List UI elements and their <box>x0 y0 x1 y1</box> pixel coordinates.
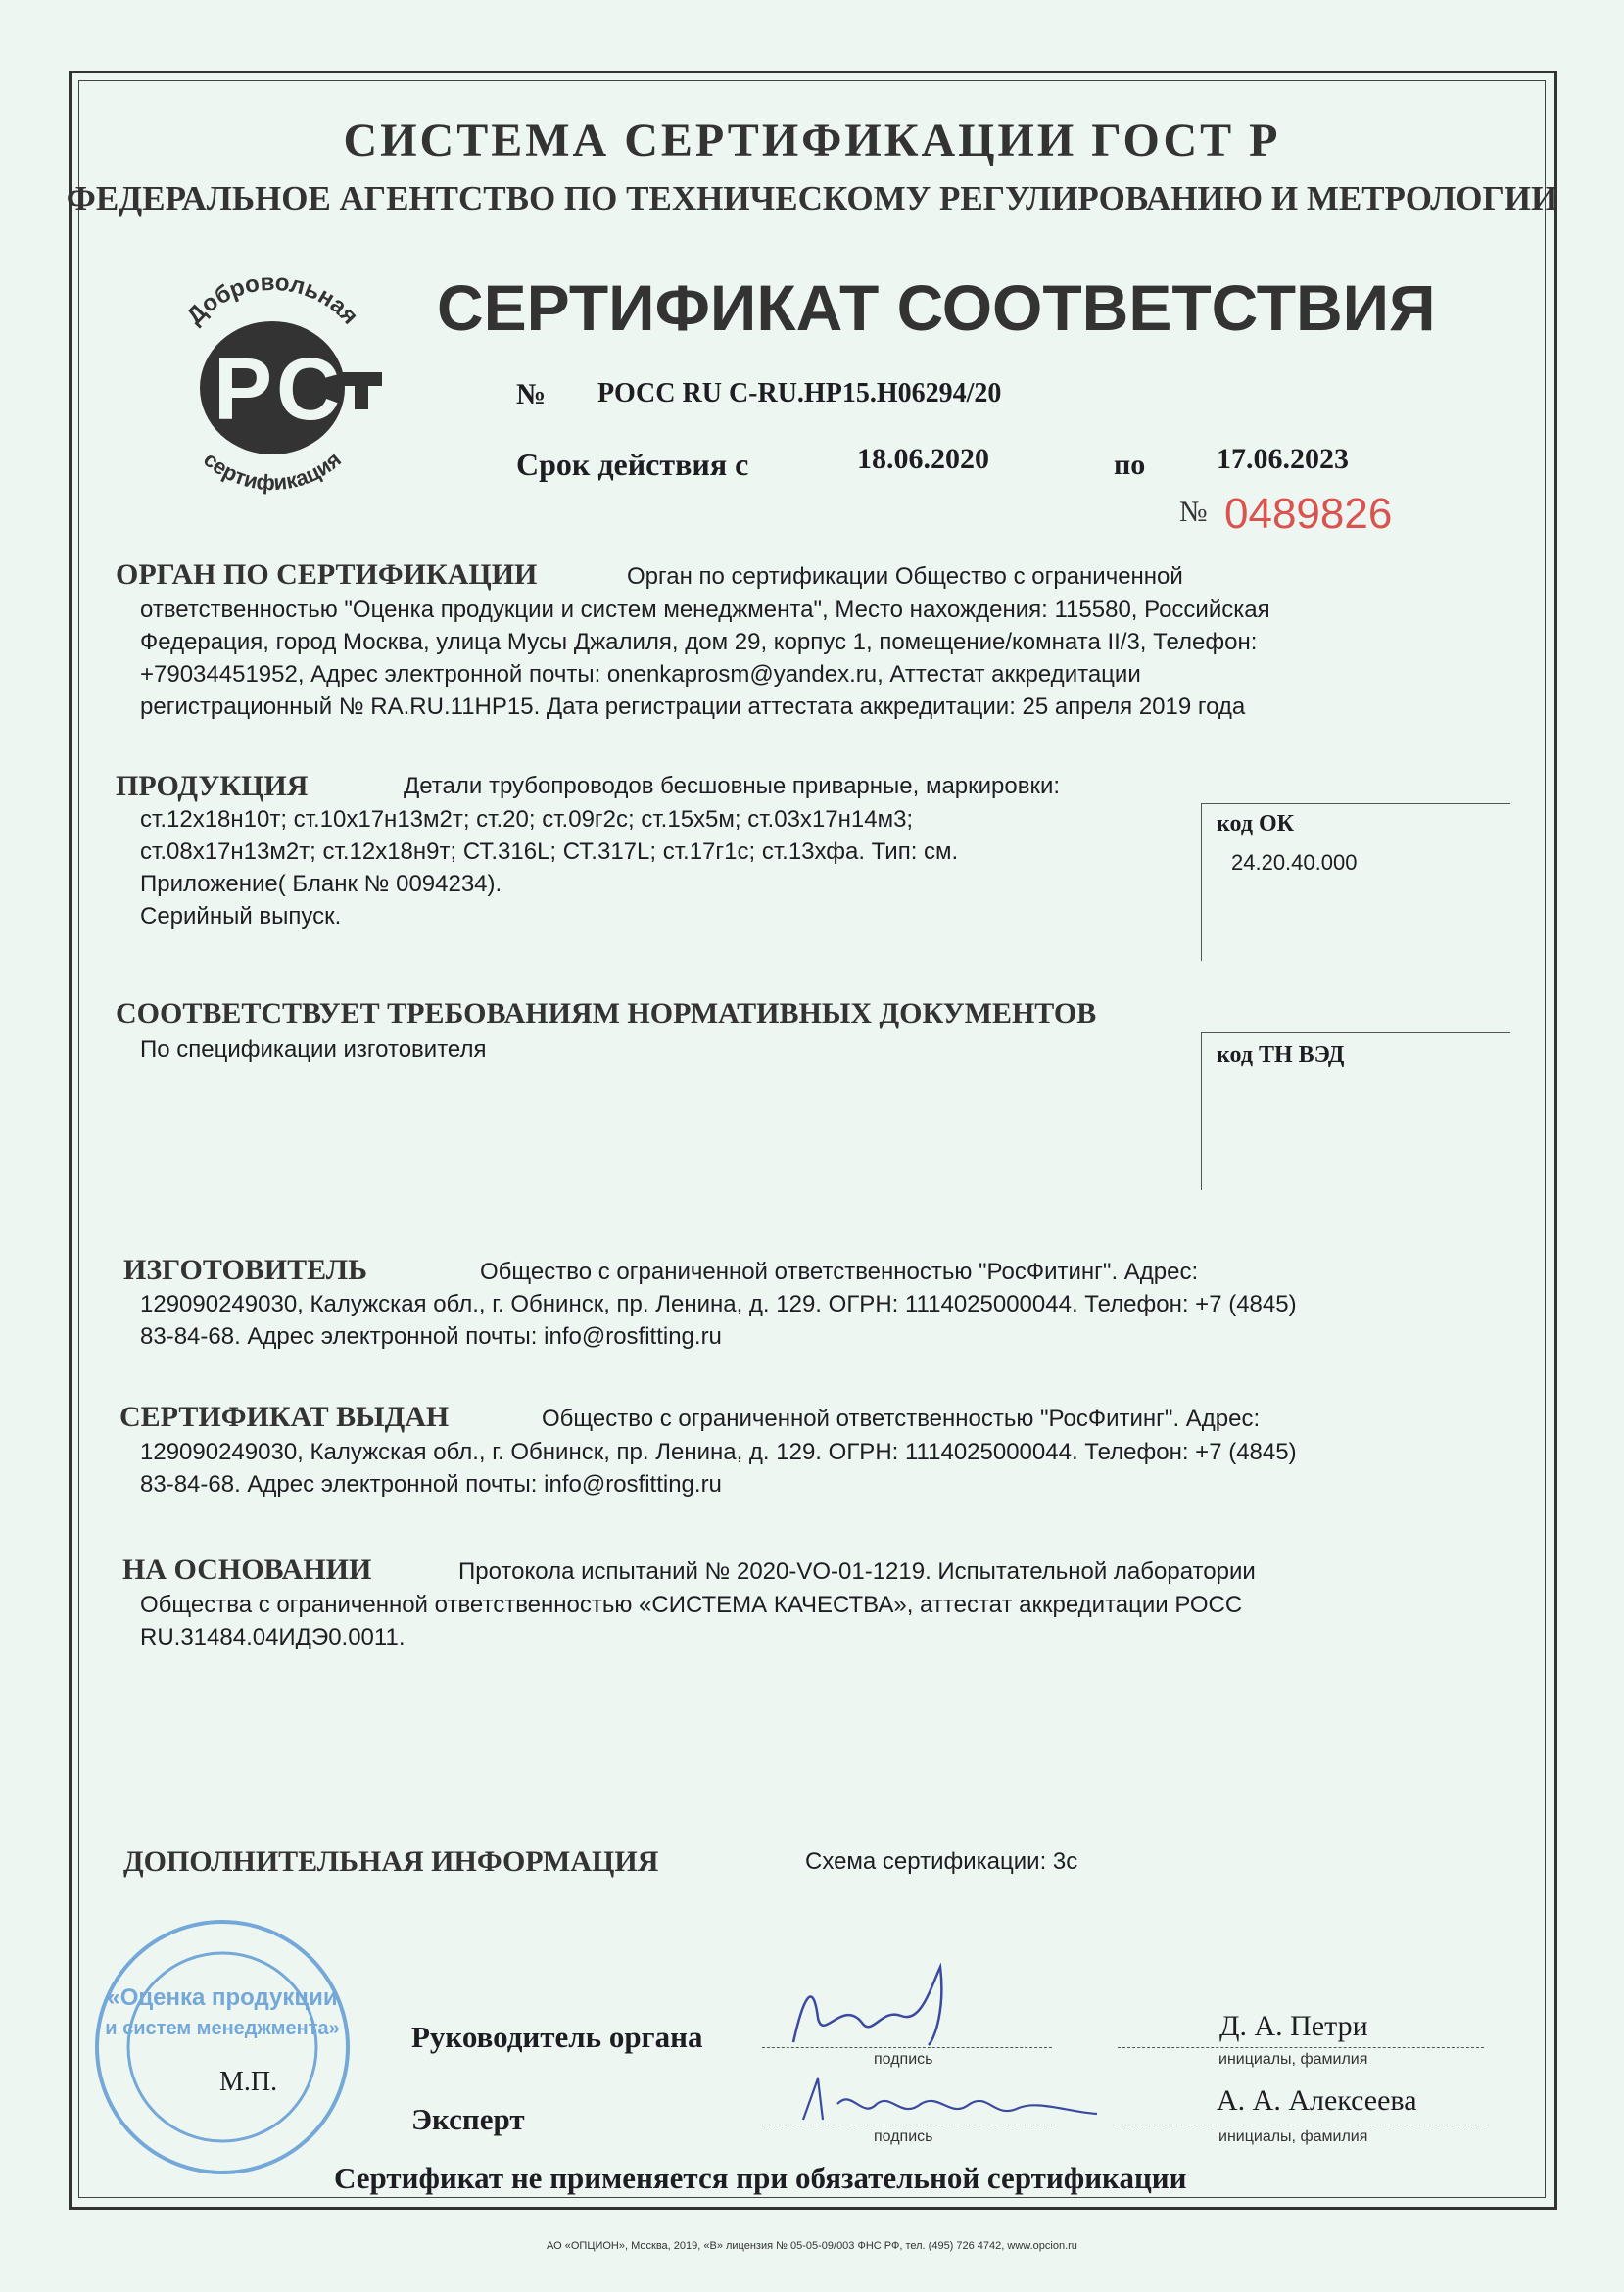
expert-signature <box>784 2075 1107 2128</box>
manufacturer-line: 129090249030, Калужская обл., г. Обнинск, пр. Ленина, д. 129. ОГРН: 1114025000044. Телефон: +7 (4845) <box>140 1291 1297 1317</box>
head-label: Руководитель органа <box>411 2020 703 2054</box>
manufacturer-text <box>140 1288 1297 1353</box>
validity-label: Срок действия с <box>516 447 749 482</box>
logo-text-bottom: сертификация <box>199 447 346 496</box>
name-caption: инициалы, фамилия <box>1218 2128 1368 2145</box>
organ-line: +79034451952, Адрес электронной почты: onenkaprosm@yandex.ru, Аттестат аккредитации <box>140 661 1141 688</box>
notice: Сертификат не применяется при обязательной сертификации <box>334 2161 1187 2195</box>
product-line: Детали трубопроводов бесшовные приварные, маркировки: <box>404 773 1061 799</box>
ok-code: 24.20.40.000 <box>1231 850 1358 875</box>
signature-caption: подпись <box>874 2051 933 2068</box>
manufacturer-line: Общество с ограниченной ответственностью "РосФитинг". Адрес: <box>480 1259 1199 1285</box>
basis-heading: НА ОСНОВАНИИ <box>122 1553 372 1586</box>
product-line: ст.08х17н13м2т; ст.12х18н9т; СТ.316L; СТ.317L; ст.17г1с; ст.13хфа. Тип: см. <box>140 838 959 865</box>
seal-label: М.П. <box>219 2067 278 2097</box>
system-title: СИСТЕМА СЕРТИФИКАЦИИ ГОСТ Р <box>343 115 1281 167</box>
ok-code-label: код ОК <box>1217 811 1295 836</box>
blank-number-sign: № <box>1179 496 1208 528</box>
logo-text-top: Добровольная <box>181 268 363 330</box>
organ-text <box>140 594 1270 723</box>
expert-label: Эксперт <box>411 2102 525 2136</box>
document-title: СЕРТИФИКАТ СООТВЕТСТВИЯ <box>437 271 1436 344</box>
svg-text:Р: Р <box>214 341 273 439</box>
valid-to: 17.06.2023 <box>1217 443 1349 475</box>
svg-text:«Оценка продукции: «Оценка продукции <box>107 1984 338 2011</box>
product-line: Серийный выпуск. <box>140 903 342 930</box>
head-signature <box>774 1959 999 2052</box>
valid-from: 18.06.2020 <box>857 443 989 475</box>
product-heading: ПРОДУКЦИЯ <box>116 770 309 802</box>
organ-heading: ОРГАН ПО СЕРТИФИКАЦИИ <box>116 558 538 591</box>
number-sign: № <box>516 378 547 410</box>
organ-line: регистрационный № RA.RU.11HP15. Дата регистрации аттестата аккредитации: 25 апреля 2019 года <box>140 693 1246 720</box>
svg-text:и систем менеджмента»: и систем менеджмента» <box>105 2018 340 2039</box>
product-line: Приложение( Бланк № 0094234). <box>140 871 502 897</box>
conformity-text: По спецификации изготовителя <box>140 1036 487 1063</box>
organ-line: Орган по сертификации Общество с ограниченной <box>627 563 1183 590</box>
basis-line: RU.31484.04ИДЭ0.0011. <box>140 1624 406 1650</box>
organ-line: Федерация, город Москва, улица Мусы Джалиля, дом 29, корпус 1, помещение/комната II/3, Телефон: <box>140 629 1258 655</box>
certificate-number: РОСС RU C-RU.HP15.H06294/20 <box>597 378 1002 408</box>
issued-heading: СЕРТИФИКАТ ВЫДАН <box>119 1401 450 1433</box>
agency-title: ФЕДЕРАЛЬНОЕ АГЕНТСТВО ПО ТЕХНИЧЕСКОМУ РЕГУЛИРОВАНИЮ И МЕТРОЛОГИИ <box>66 179 1558 217</box>
product-line: ст.12х18н10т; ст.10х17н13м2т; ст.20; ст.09г2с; ст.15х5м; ст.03х17н14м3; <box>140 806 914 833</box>
tnved-label: код ТН ВЭД <box>1217 1042 1345 1068</box>
issued-text <box>140 1436 1297 1501</box>
issued-line: 83-84-68. Адрес электронной почты: info@rosfitting.ru <box>140 1471 722 1498</box>
manufacturer-line: 83-84-68. Адрес электронной почты: info@rosfitting.ru <box>140 1323 722 1350</box>
head-signature-line <box>762 2047 1052 2048</box>
head-name: Д. А. Петри <box>1219 2010 1368 2042</box>
organ-line: ответственностью "Оценка продукции и систем менеджмента", Место нахождения: 115580, Российская <box>140 597 1270 623</box>
rst-logo <box>157 253 402 532</box>
conformity-heading: СООТВЕТСТВУЕТ ТРЕБОВАНИЯМ НОРМАТИВНЫХ ДОКУМЕНТОВ <box>116 997 1097 1029</box>
issued-line: Общество с ограниченной ответственностью "РосФитинг". Адрес: <box>542 1406 1261 1432</box>
svg-text:С: С <box>276 341 340 439</box>
printer-footer: АО «ОПЦИОН», Москва, 2019, «В» лицензия № 05-05-09/003 ФНС РФ, тел. (495) 726 4742, www.opcion.ru <box>547 2240 1077 2252</box>
basis-line: Общества с ограниченной ответственностью «СИСТЕМА КАЧЕСТВА», аттестат аккредитации РОСС <box>140 1592 1243 1618</box>
certification-scheme: Схема сертификации: 3с <box>805 1848 1078 1875</box>
expert-name: А. А. Алексеева <box>1217 2084 1417 2117</box>
head-name-line <box>1118 2047 1484 2048</box>
to-label: по <box>1114 449 1146 481</box>
issued-line: 129090249030, Калужская обл., г. Обнинск, пр. Ленина, д. 129. ОГРН: 1114025000044. Телефон: +7 (4845) <box>140 1439 1297 1465</box>
blank-number: 0489826 <box>1224 490 1393 538</box>
additional-heading: ДОПОЛНИТЕЛЬНАЯ ИНФОРМАЦИЯ <box>123 1845 659 1878</box>
basis-text <box>140 1589 1242 1653</box>
product-text <box>140 803 958 932</box>
name-caption: инициалы, фамилия <box>1218 2051 1368 2068</box>
manufacturer-heading: ИЗГОТОВИТЕЛЬ <box>123 1254 367 1286</box>
basis-line: Протокола испытаний № 2020-VO-01-1219. Испытательной лаборатории <box>458 1558 1256 1585</box>
organization-stamp <box>90 1915 355 2184</box>
signature-caption: подпись <box>874 2128 933 2145</box>
